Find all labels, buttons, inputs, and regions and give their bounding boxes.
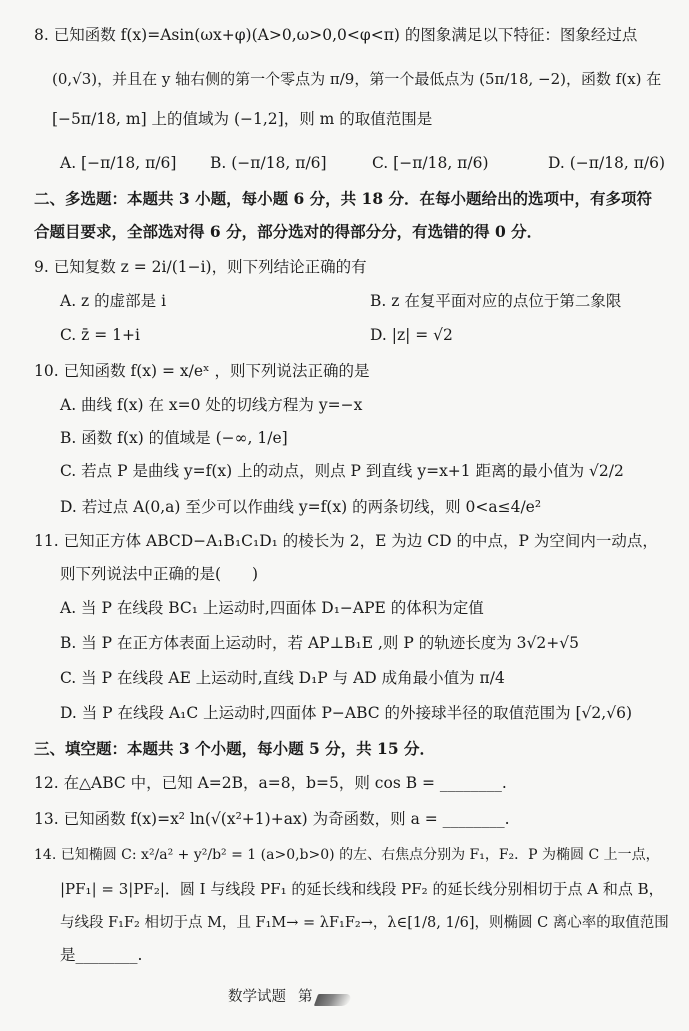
q14-text-2: |PF₁| = 3|PF₂|．圆 I 与线段 PF₁ 的延长线和线段 PF₂ 的延长线分别相切于点 A 和点 B， [60, 880, 664, 898]
q10-option-b: B. 函数 f(x) 的值域是 (−∞, 1/e] [60, 429, 288, 447]
q10-option-c: C. 若点 P 是曲线 y=f(x) 上的动点，则点 P 到直线 y=x+1 距离的最小值为 √2/2 [60, 462, 624, 480]
q8-option-c: C. [−π/18, π/6) [372, 154, 489, 172]
q12-text: 12. 在△ABC 中，已知 A=2B，a=8，b=5，则 cos B = ________. [34, 774, 507, 792]
section3-heading: 三、填空题：本题共 3 个小题，每小题 5 分，共 15 分． [34, 739, 436, 758]
q8-line3-text: [−5π/18, m] 上的值域为 (−1,2]，则 m 的取值范围是 [52, 110, 433, 128]
q11-option-c: C. 当 P 在线段 AE 上运动时,直线 D₁P 与 AD 成角最小值为 π/4 [60, 669, 505, 687]
footer-label: 数学试题 [228, 989, 286, 1005]
q9-option-a: A. z 的虚部是 i [60, 292, 167, 310]
section2-heading: 二、多选题：本题共 3 小题，每小题 6 分，共 18 分．在每小题给出的选项中，有多项符 [34, 189, 653, 208]
q10-stem: 10. 已知函数 f(x) = x/eˣ ，则下列说法正确的是 [34, 362, 370, 380]
q9-option-d: D. |z| = √2 [370, 326, 453, 344]
q8-option-a: A. [−π/18, π/6] [60, 154, 177, 172]
q10-option-d: D. 若过点 A(0,a) 至少可以作曲线 y=f(x) 的两条切线，则 0<a≤4/e² [60, 498, 542, 516]
q10-option-a: A. 曲线 f(x) 在 x=0 处的切线方程为 y=−x [60, 396, 363, 414]
q8-option-d: D. (−π/18, π/6) [548, 154, 666, 172]
q11-stem-1: 11. 已知正方体 ABCD−A₁B₁C₁D₁ 的棱长为 2，E 为边 CD 的中点，P 为空间内一动点， [34, 532, 658, 550]
q9-stem: 9. 已知复数 z = 2i/(1−i)，则下列结论正确的有 [34, 258, 367, 276]
q11-option-d: D. 当 P 在线段 A₁C 上运动时,四面体 P−ABC 的外接球半径的取值范围为 [√2,√6) [60, 704, 632, 722]
q13-text: 13. 已知函数 f(x)=x² ln(√(x²+1)+ax) 为奇函数，则 a = ________. [34, 810, 510, 828]
q8-line2-text: (0,√3)，并且在 y 轴右侧的第一个零点为 π/9，第一个最低点为 (5π/18, −2)，函数 f(x) 在 [52, 70, 662, 88]
q11-option-a: A. 当 P 在线段 BC₁ 上运动时,四面体 D₁−APE 的体积为定值 [60, 599, 484, 617]
q11-stem-2: 则下列说法中正确的是( ) [60, 565, 259, 583]
scan-smudge [314, 994, 352, 1006]
section2-instructions: 合题目要求，全部选对得 6 分，部分选对的得部分分，有选错的得 0 分． [34, 222, 543, 241]
q11-option-b: B. 当 P 在正方体表面上运动时，若 AP⊥B₁E ,则 P 的轨迹长度为 3√2+√5 [60, 634, 579, 652]
q9-option-c: C. z̄ = 1+i [60, 326, 140, 344]
q9-option-b: B. z 在复平面对应的点位于第二象限 [370, 292, 622, 310]
q14-text-4: 是________. [60, 946, 143, 964]
q14-text-3: 与线段 F₁F₂ 相切于点 M，且 F₁M→ = λF₁F₂→，λ∈[1/8, 1/6]，则椭圆 C 离心率的取值范围 [60, 915, 669, 931]
footer-page-partial: 第 [298, 989, 313, 1005]
q8-line1-text: 8. 已知函数 f(x)=Asin(ωx+φ)(A>0,ω>0,0<φ<π) 的图象满足以下特征：图象经过点 [34, 26, 638, 44]
q14-text-1: 14. 已知椭圆 C: x²/a² + y²/b² = 1 (a>0,b>0) 的左、右焦点分别为 F₁，F₂．P 为椭圆 C 上一点， [34, 847, 660, 863]
q8-option-b: B. (−π/18, π/6] [210, 154, 327, 172]
